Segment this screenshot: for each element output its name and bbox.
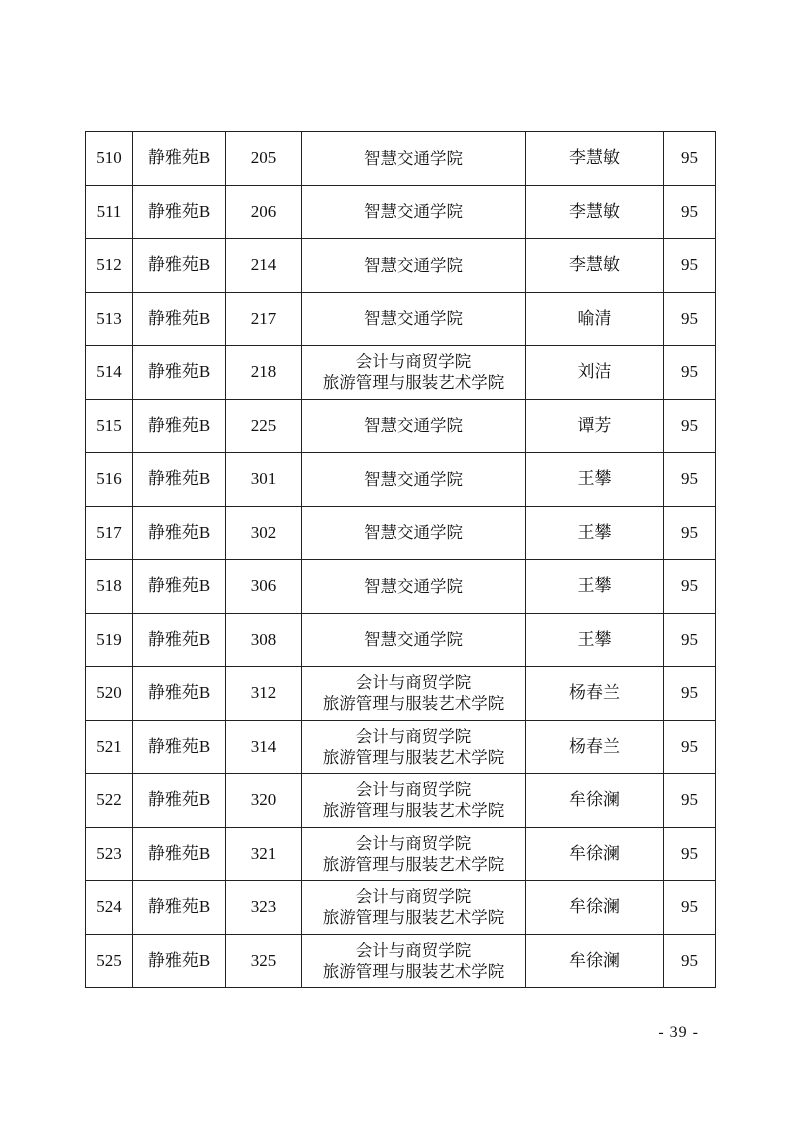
cell-room: 301 <box>226 453 302 507</box>
cell-building: 静雅苑B <box>133 827 226 881</box>
table-row <box>86 185 716 239</box>
cell-number: 520 <box>86 667 133 721</box>
cell-building: 静雅苑B <box>133 560 226 614</box>
college-name: 智慧交通学院 <box>364 202 463 222</box>
cell-room: 206 <box>226 185 302 239</box>
cell-room: 302 <box>226 506 302 560</box>
cell-score: 95 <box>664 132 716 186</box>
cell-score: 95 <box>664 292 716 346</box>
cell-score: 95 <box>664 881 716 935</box>
cell-room: 320 <box>226 774 302 828</box>
cell-counselor: 喻清 <box>526 292 664 346</box>
cell-counselor: 牟徐澜 <box>526 881 664 935</box>
cell-room: 325 <box>226 934 302 988</box>
cell-number: 521 <box>86 720 133 774</box>
college-name: 旅游管理与服装艺术学院 <box>322 694 505 714</box>
cell-score: 95 <box>664 560 716 614</box>
table-row <box>86 506 716 560</box>
cell-number: 525 <box>86 934 133 988</box>
cell-score: 95 <box>664 453 716 507</box>
college-name: 智慧交通学院 <box>364 523 463 543</box>
college-name: 智慧交通学院 <box>364 630 463 650</box>
cell-number: 516 <box>86 453 133 507</box>
cell-college <box>302 560 526 614</box>
cell-room: 308 <box>226 613 302 667</box>
cell-college <box>302 453 526 507</box>
cell-college <box>302 720 526 774</box>
cell-number: 519 <box>86 613 133 667</box>
cell-number: 510 <box>86 132 133 186</box>
college-name: 智慧交通学院 <box>364 469 463 489</box>
cell-counselor: 李慧敏 <box>526 239 664 293</box>
table-row <box>86 346 716 400</box>
cell-score: 95 <box>664 774 716 828</box>
cell-college <box>302 239 526 293</box>
college-name: 会计与商贸学院 <box>355 352 472 372</box>
table-row <box>86 453 716 507</box>
cell-college <box>302 506 526 560</box>
table-row <box>86 934 716 988</box>
cell-college <box>302 667 526 721</box>
cell-counselor: 王攀 <box>526 613 664 667</box>
cell-counselor: 谭芳 <box>526 399 664 453</box>
college-name: 智慧交通学院 <box>364 576 463 596</box>
table-row <box>86 774 716 828</box>
college-name: 智慧交通学院 <box>364 148 463 168</box>
table-row <box>86 132 716 186</box>
cell-number: 517 <box>86 506 133 560</box>
cell-college <box>302 132 526 186</box>
cell-number: 524 <box>86 881 133 935</box>
cell-room: 321 <box>226 827 302 881</box>
cell-score: 95 <box>664 506 716 560</box>
cell-score: 95 <box>664 346 716 400</box>
cell-building: 静雅苑B <box>133 506 226 560</box>
college-name: 智慧交通学院 <box>364 255 463 275</box>
table-row <box>86 827 716 881</box>
cell-college <box>302 934 526 988</box>
cell-building: 静雅苑B <box>133 185 226 239</box>
cell-score: 95 <box>664 613 716 667</box>
cell-room: 312 <box>226 667 302 721</box>
cell-number: 523 <box>86 827 133 881</box>
cell-counselor: 牟徐澜 <box>526 827 664 881</box>
cell-room: 225 <box>226 399 302 453</box>
cell-room: 205 <box>226 132 302 186</box>
table-row <box>86 292 716 346</box>
dormitory-score-table <box>85 131 716 988</box>
college-name: 会计与商贸学院 <box>355 833 472 853</box>
college-name: 会计与商贸学院 <box>355 940 472 960</box>
table-row <box>86 239 716 293</box>
cell-counselor: 王攀 <box>526 506 664 560</box>
college-name: 智慧交通学院 <box>364 309 463 329</box>
table-body <box>86 132 716 988</box>
cell-number: 514 <box>86 346 133 400</box>
cell-counselor: 杨春兰 <box>526 667 664 721</box>
cell-building: 静雅苑B <box>133 720 226 774</box>
cell-room: 217 <box>226 292 302 346</box>
college-name: 旅游管理与服装艺术学院 <box>322 854 505 874</box>
college-name: 旅游管理与服装艺术学院 <box>322 747 505 767</box>
cell-counselor: 李慧敏 <box>526 185 664 239</box>
cell-building: 静雅苑B <box>133 667 226 721</box>
cell-college <box>302 185 526 239</box>
cell-counselor: 牟徐澜 <box>526 774 664 828</box>
cell-score: 95 <box>664 667 716 721</box>
cell-score: 95 <box>664 185 716 239</box>
cell-counselor: 杨春兰 <box>526 720 664 774</box>
table-row <box>86 881 716 935</box>
cell-counselor: 王攀 <box>526 560 664 614</box>
cell-building: 静雅苑B <box>133 132 226 186</box>
cell-college <box>302 399 526 453</box>
cell-college <box>302 881 526 935</box>
cell-room: 314 <box>226 720 302 774</box>
cell-room: 323 <box>226 881 302 935</box>
cell-building: 静雅苑B <box>133 881 226 935</box>
cell-number: 522 <box>86 774 133 828</box>
college-name: 旅游管理与服装艺术学院 <box>322 961 505 981</box>
college-name: 会计与商贸学院 <box>355 673 472 693</box>
table-row <box>86 399 716 453</box>
college-name: 会计与商贸学院 <box>355 780 472 800</box>
table-row <box>86 613 716 667</box>
page-number: - 39 - <box>658 1024 699 1041</box>
college-name: 旅游管理与服装艺术学院 <box>322 801 505 821</box>
cell-room: 214 <box>226 239 302 293</box>
college-name: 旅游管理与服装艺术学院 <box>322 908 505 928</box>
cell-score: 95 <box>664 239 716 293</box>
cell-room: 306 <box>226 560 302 614</box>
cell-college <box>302 346 526 400</box>
table-row <box>86 560 716 614</box>
cell-score: 95 <box>664 399 716 453</box>
college-name: 智慧交通学院 <box>364 416 463 436</box>
cell-building: 静雅苑B <box>133 613 226 667</box>
cell-number: 511 <box>86 185 133 239</box>
cell-counselor: 李慧敏 <box>526 132 664 186</box>
cell-number: 512 <box>86 239 133 293</box>
table-row <box>86 720 716 774</box>
cell-score: 95 <box>664 720 716 774</box>
cell-score: 95 <box>664 934 716 988</box>
cell-counselor: 王攀 <box>526 453 664 507</box>
cell-number: 515 <box>86 399 133 453</box>
cell-building: 静雅苑B <box>133 292 226 346</box>
cell-number: 513 <box>86 292 133 346</box>
cell-counselor: 牟徐澜 <box>526 934 664 988</box>
college-name: 旅游管理与服装艺术学院 <box>322 373 505 393</box>
cell-building: 静雅苑B <box>133 774 226 828</box>
college-name: 会计与商贸学院 <box>355 726 472 746</box>
cell-room: 218 <box>226 346 302 400</box>
cell-counselor: 刘洁 <box>526 346 664 400</box>
cell-college <box>302 774 526 828</box>
cell-building: 静雅苑B <box>133 399 226 453</box>
college-name: 会计与商贸学院 <box>355 887 472 907</box>
cell-number: 518 <box>86 560 133 614</box>
cell-building: 静雅苑B <box>133 453 226 507</box>
cell-college <box>302 827 526 881</box>
cell-building: 静雅苑B <box>133 239 226 293</box>
table-row <box>86 667 716 721</box>
cell-building: 静雅苑B <box>133 346 226 400</box>
cell-building: 静雅苑B <box>133 934 226 988</box>
cell-college <box>302 613 526 667</box>
cell-score: 95 <box>664 827 716 881</box>
cell-college <box>302 292 526 346</box>
